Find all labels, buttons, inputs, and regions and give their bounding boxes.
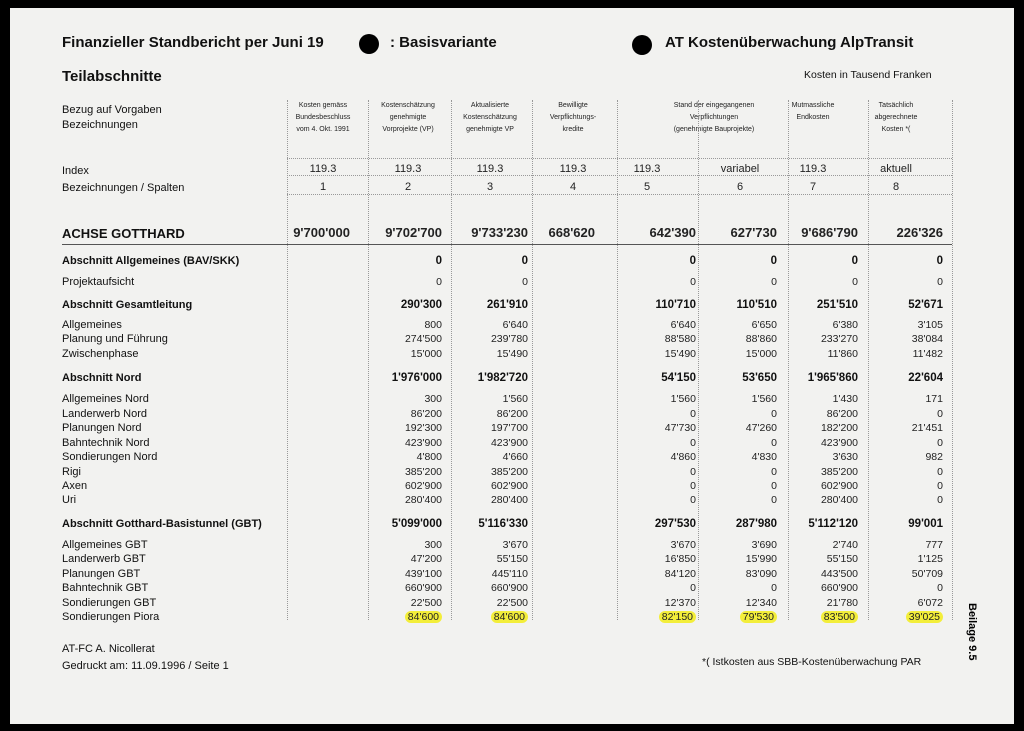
table-cell: 0: [771, 466, 777, 478]
table-cell: 12'340: [745, 597, 777, 609]
table-cell: 777: [925, 539, 943, 551]
table-cell: 226'326: [896, 225, 943, 240]
table-cell: 445'110: [491, 568, 528, 580]
punch-hole-right: [632, 35, 652, 55]
table-cell: 5'112'120: [808, 518, 858, 530]
table-cell: 182'200: [820, 422, 858, 434]
table-cell: 0: [771, 582, 777, 594]
column-header-3: [445, 100, 535, 136]
column-number: 1: [319, 181, 327, 193]
table-cell: 6'640: [670, 319, 696, 331]
column-header-1: [278, 100, 368, 136]
column-number: 8: [892, 181, 900, 193]
table-cell: 982: [925, 451, 943, 463]
table-cell: 83'500: [821, 611, 858, 623]
row-label: Abschnitt Gesamtleitung: [62, 299, 193, 311]
column-header-line: Kosten gemäss: [298, 102, 348, 109]
column-header-line: Kosten *(: [881, 126, 911, 133]
column-separator: [368, 100, 369, 620]
column-header-line: genehmigte VP: [466, 126, 514, 133]
table-cell: 6'072: [917, 597, 943, 609]
column-header-line: Aktualisierte: [470, 102, 510, 109]
column-header-line: genehmigte: [389, 114, 427, 121]
index-label: Index: [62, 165, 89, 177]
column-header-line: kredite: [562, 126, 584, 133]
footer-printed: Gedruckt am: 11.09.1996 / Seite 1: [62, 660, 229, 672]
table-cell: 53'650: [742, 372, 777, 384]
index-value: variabel: [720, 163, 760, 175]
table-cell: 5'116'330: [478, 518, 528, 530]
row-label: Abschnitt Allgemeines (BAV/SKK): [62, 255, 240, 267]
row-label: ACHSE GOTTHARD: [62, 226, 185, 241]
table-cell: 1'560: [751, 393, 777, 405]
header-rule: [287, 158, 952, 159]
table-cell: 84'120: [664, 568, 696, 580]
row-label: Allgemeines: [62, 319, 122, 331]
table-cell: 1'976'000: [391, 372, 442, 384]
table-cell: 1'430: [832, 393, 858, 405]
table-cell: 274'500: [404, 333, 442, 345]
table-cell: 22'604: [908, 372, 943, 384]
table-cell: 660'900: [820, 582, 858, 594]
table-cell: 15'000: [745, 348, 777, 360]
column-separator: [788, 100, 789, 620]
table-cell: 423'900: [490, 437, 528, 449]
table-cell: 0: [937, 466, 943, 478]
table-cell: 627'730: [730, 225, 777, 240]
table-cell: 0: [690, 494, 696, 506]
table-cell: 1'560: [670, 393, 696, 405]
table-cell: 800: [424, 319, 442, 331]
ref-label-2: Bezeichnungen: [62, 119, 138, 131]
column-number: 5: [643, 181, 651, 193]
table-cell: 251'510: [816, 299, 858, 311]
column-header-line: Kostenschätzung: [381, 102, 435, 109]
table-cell: 287'980: [735, 518, 777, 530]
table-cell: 0: [690, 408, 696, 420]
table-cell: 0: [770, 255, 777, 267]
table-cell: 88'860: [745, 333, 777, 345]
table-cell: 3'690: [751, 539, 777, 551]
table-cell: 602'900: [490, 480, 528, 492]
table-cell: 423'900: [820, 437, 858, 449]
table-cell: 280'400: [404, 494, 442, 506]
table-cell: 0: [690, 437, 696, 449]
column-header-7: [768, 100, 858, 136]
column-separator: [698, 100, 699, 620]
table-cell: 602'900: [820, 480, 858, 492]
table-cell: 0: [936, 255, 943, 267]
table-cell: 47'730: [664, 422, 696, 434]
table-cell: 0: [771, 276, 777, 288]
row-label: Uri: [62, 494, 77, 506]
column-header-line: Bundesbeschluss: [295, 114, 351, 121]
table-cell: 300: [424, 393, 442, 405]
table-cell: 39'025: [906, 611, 943, 623]
side-label: Beilage 9.5: [966, 603, 978, 661]
table-cell: 9'700'000: [293, 225, 350, 240]
row-label: Abschnitt Gotthard-Basistunnel (GBT): [62, 518, 262, 530]
column-header-4: [528, 100, 618, 136]
table-cell: 0: [771, 408, 777, 420]
table-cell: 197'700: [490, 422, 528, 434]
column-header-line: Verpflichtungen: [689, 114, 739, 121]
table-cell: 0: [771, 437, 777, 449]
index-value: 119.3: [476, 163, 504, 175]
table-cell: 9'702'700: [385, 225, 442, 240]
table-cell: 290'300: [400, 299, 442, 311]
footer-note: *( Istkosten aus SBB-Kostenüberwachung PAR: [702, 656, 922, 668]
row-label: Allgemeines Nord: [62, 393, 149, 405]
row-label: Planung und Führung: [62, 333, 168, 345]
table-cell: 22'500: [410, 597, 442, 609]
table-cell: 15'490: [496, 348, 528, 360]
table-cell: 297'530: [654, 518, 696, 530]
column-header-line: vom 4. Okt. 1991: [296, 126, 350, 133]
row-label: Zwischenphase: [62, 348, 139, 360]
table-cell: 300: [424, 539, 442, 551]
table-cell: 0: [521, 255, 528, 267]
column-number: 7: [809, 181, 817, 193]
index-value: aktuell: [880, 163, 912, 175]
document-page: [10, 8, 1014, 724]
table-cell: 660'900: [490, 582, 528, 594]
column-number: 4: [569, 181, 577, 193]
table-cell: 0: [851, 255, 858, 267]
table-cell: 9'733'230: [471, 225, 528, 240]
table-cell: 0: [690, 466, 696, 478]
table-cell: 6'380: [832, 319, 858, 331]
table-cell: 4'800: [416, 451, 442, 463]
table-cell: 0: [771, 494, 777, 506]
table-cell: 11'482: [912, 348, 943, 360]
row-label: Landerwerb GBT: [62, 553, 146, 565]
column-separator: [952, 100, 953, 620]
table-cell: 99'001: [908, 518, 943, 530]
table-cell: 82'150: [659, 611, 696, 623]
table-cell: 0: [522, 276, 528, 288]
table-cell: 239'780: [490, 333, 528, 345]
table-cell: 280'400: [820, 494, 858, 506]
table-cell: 6'640: [502, 319, 528, 331]
table-cell: 0: [937, 582, 943, 594]
report-title: Finanzieller Standbericht per Juni 19: [62, 34, 324, 51]
column-header-line: Vorprojekte (VP): [382, 126, 434, 133]
column-header-line: Stand der eingegangenen: [673, 102, 755, 109]
row-label: Projektaufsicht: [62, 276, 135, 288]
table-cell: 22'500: [496, 597, 528, 609]
table-cell: 3'670: [670, 539, 696, 551]
column-header-line: Tatsächlich: [878, 102, 914, 109]
row-label: Axen: [62, 480, 88, 492]
table-cell: 9'686'790: [801, 225, 858, 240]
table-cell: 0: [690, 480, 696, 492]
table-cell: 6'650: [751, 319, 777, 331]
table-cell: 54'150: [661, 372, 696, 384]
column-separator: [868, 100, 869, 620]
table-cell: 55'150: [826, 553, 858, 565]
table-cell: 0: [689, 255, 696, 267]
table-cell: 233'270: [820, 333, 858, 345]
table-cell: 11'860: [827, 348, 858, 360]
table-cell: 110'710: [655, 299, 696, 311]
table-cell: 15'490: [664, 348, 696, 360]
column-header-8: [851, 100, 941, 136]
table-cell: 0: [852, 276, 858, 288]
table-cell: 15'990: [745, 553, 777, 565]
row-label: Planungen GBT: [62, 568, 141, 580]
table-cell: 16'850: [664, 553, 696, 565]
index-value: 119.3: [633, 163, 661, 175]
table-cell: 1'125: [917, 553, 943, 565]
index-value: 119.3: [559, 163, 587, 175]
table-cell: 443'500: [820, 568, 858, 580]
table-cell: 0: [771, 480, 777, 492]
table-cell: 47'260: [745, 422, 777, 434]
table-cell: 439'100: [404, 568, 442, 580]
table-cell: 4'830: [751, 451, 777, 463]
footer-author: AT-FC A. Nicollerat: [62, 643, 155, 655]
column-header-line: Mutmassliche: [791, 102, 835, 109]
table-cell: 52'671: [908, 299, 943, 311]
column-number: 6: [736, 181, 744, 193]
row-label: Sondierungen Nord: [62, 451, 158, 463]
column-separator: [617, 100, 618, 620]
table-cell: 192'300: [404, 422, 442, 434]
index-value: 119.3: [799, 163, 827, 175]
ref-label-1: Bezug auf Vorgaben: [62, 104, 162, 116]
table-cell: 0: [937, 408, 943, 420]
table-cell: 3'630: [832, 451, 858, 463]
row-label: Rigi: [62, 466, 81, 478]
index-value: 119.3: [394, 163, 422, 175]
table-cell: 4'660: [502, 451, 528, 463]
table-cell: 50'709: [911, 568, 943, 580]
table-cell: 55'150: [496, 553, 528, 565]
column-header-line: Kostenschätzung: [463, 114, 517, 121]
table-cell: 84'600: [491, 611, 528, 623]
table-cell: 0: [436, 276, 442, 288]
index-value: 119.3: [309, 163, 337, 175]
table-cell: 385'200: [820, 466, 858, 478]
table-cell: 423'900: [404, 437, 442, 449]
table-cell: 1'965'860: [807, 372, 858, 384]
column-header-line: Verpflichtungs-: [549, 114, 597, 121]
table-cell: 86'200: [826, 408, 858, 420]
column-header-line: (genehmigte Bauprojekte): [673, 126, 755, 133]
table-cell: 602'900: [404, 480, 442, 492]
column-header-line: Bewilligte: [558, 102, 588, 109]
column-number: 2: [404, 181, 412, 193]
row-label: Landerwerb Nord: [62, 408, 147, 420]
punch-hole-left: [359, 34, 379, 54]
table-cell: 0: [937, 494, 943, 506]
row-label: Bahntechnik GBT: [62, 582, 149, 594]
column-separator: [451, 100, 452, 620]
table-cell: 110'510: [736, 299, 777, 311]
header-rule: [287, 175, 952, 176]
row-label: Planungen Nord: [62, 422, 142, 434]
table-cell: 171: [925, 393, 943, 405]
table-cell: 12'370: [664, 597, 696, 609]
column-number: 3: [486, 181, 494, 193]
table-cell: 3'105: [917, 319, 943, 331]
table-cell: 88'580: [664, 333, 696, 345]
table-cell: 84'600: [405, 611, 442, 623]
table-cell: 261'910: [486, 299, 528, 311]
table-cell: 0: [937, 480, 943, 492]
row-label: Bahntechnik Nord: [62, 437, 150, 449]
row-label: Sondierungen GBT: [62, 597, 157, 609]
total-rule: [62, 244, 952, 245]
table-cell: 5'099'000: [391, 518, 442, 530]
table-cell: 3'670: [502, 539, 528, 551]
column-header-line: abgerechnete: [874, 114, 918, 121]
table-cell: 1'982'720: [477, 372, 528, 384]
column-separator: [532, 100, 533, 620]
column-header-2: [363, 100, 453, 136]
column-separator: [287, 100, 288, 620]
variant-title: : Basisvariante: [390, 34, 497, 51]
table-cell: 86'200: [496, 408, 528, 420]
table-cell: 86'200: [410, 408, 442, 420]
table-cell: 0: [937, 276, 943, 288]
table-cell: 21'780: [826, 597, 858, 609]
unit-note: Kosten in Tausend Franken: [804, 69, 932, 81]
column-header-line: Endkosten: [796, 114, 830, 121]
table-cell: 660'900: [404, 582, 442, 594]
table-cell: 0: [690, 582, 696, 594]
table-cell: 0: [937, 437, 943, 449]
table-cell: 0: [435, 255, 442, 267]
table-cell: 642'390: [649, 225, 696, 240]
table-cell: 83'090: [745, 568, 777, 580]
column-header-line: [768, 124, 858, 136]
table-cell: 385'200: [404, 466, 442, 478]
table-cell: 1'560: [502, 393, 528, 405]
table-cell: 385'200: [490, 466, 528, 478]
section-title: Teilabschnitte: [62, 68, 162, 85]
table-cell: 79'530: [740, 611, 777, 623]
table-cell: 21'451: [911, 422, 943, 434]
report-title-right: AT Kostenüberwachung AlpTransit: [665, 34, 914, 51]
table-cell: 4'860: [670, 451, 696, 463]
columns-label: Bezeichnungen / Spalten: [62, 182, 185, 194]
table-cell: 15'000: [410, 348, 442, 360]
table-cell: 280'400: [490, 494, 528, 506]
table-cell: 668'620: [548, 225, 595, 240]
table-cell: 47'200: [410, 553, 442, 565]
row-label: Allgemeines GBT: [62, 539, 148, 551]
table-cell: 0: [690, 276, 696, 288]
column-header-5: [649, 100, 779, 136]
row-label: Abschnitt Nord: [62, 372, 142, 384]
row-label: Sondierungen Piora: [62, 611, 160, 623]
table-cell: 38'084: [911, 333, 943, 345]
header-rule: [287, 194, 952, 195]
table-cell: 2'740: [832, 539, 858, 551]
